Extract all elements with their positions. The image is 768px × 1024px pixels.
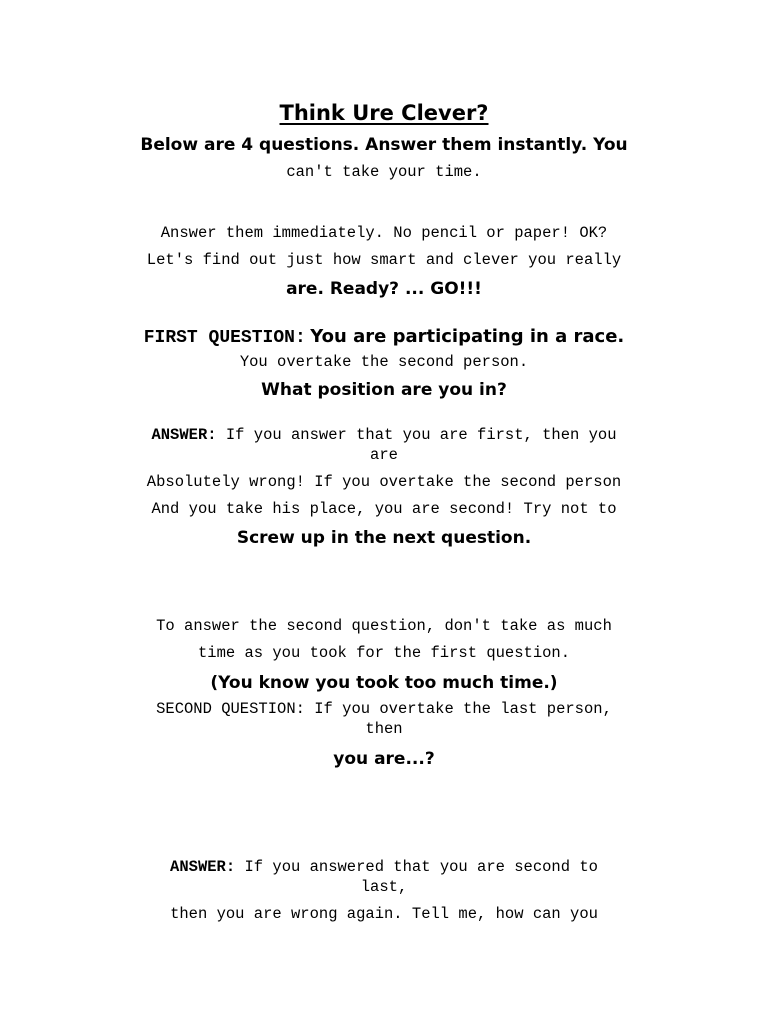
intro-line-5: are. Ready? ... GO!!! [286,279,482,299]
transition-line-1: To answer the second question, don't take as much [156,617,612,635]
first-answer-line-2: Absolutely wrong! If you overtake the second person [146,473,622,491]
first-question-line-3: What position are you in? [261,380,507,400]
intro-line-3: Answer them immediately. No pencil or paper! OK? [160,224,608,242]
first-question-line-2: You overtake the second person. [239,353,529,371]
second-answer-line-2: then you are wrong again. Tell me, how can you [170,905,598,923]
first-answer-line-1b: are [370,446,398,464]
second-answer-text: If you answered that you are second to [244,858,598,876]
first-answer-text: If you answer that you are first, then you [225,426,617,444]
second-answer-line-1 [0,860,768,876]
second-question-label: SECOND QUESTION: [156,700,305,718]
second-question-text: If you overtake the last person, [314,700,612,718]
first-answer-line-4: Screw up in the next question. [236,528,532,548]
first-question-text: You are participating in a race. [310,326,625,347]
first-question-heading [0,327,768,347]
second-answer-label: ANSWER: [170,858,236,876]
first-answer-line-1 [0,428,768,444]
second-question-line-2: you are...? [333,749,435,769]
first-question-label: FIRST QUESTION: [143,328,306,348]
document-title: Think Ure Clever? [279,101,489,125]
second-answer-line-1b: last, [360,878,408,896]
intro-line-4: Let's find out just how smart and clever you really [146,251,622,269]
first-answer-line-3: And you take his place, you are second! Try not to [151,500,617,518]
second-question-line-1b: then [365,720,403,738]
transition-line-3: (You know you took too much time.) [210,673,558,693]
second-question-line-1 [0,702,768,718]
intro-line-1: Below are 4 questions. Answer them instantly. You [140,135,628,155]
intro-line-2: can't take your time. [286,163,482,181]
first-answer-label: ANSWER: [151,426,217,444]
transition-line-2: time as you took for the first question. [197,644,571,662]
